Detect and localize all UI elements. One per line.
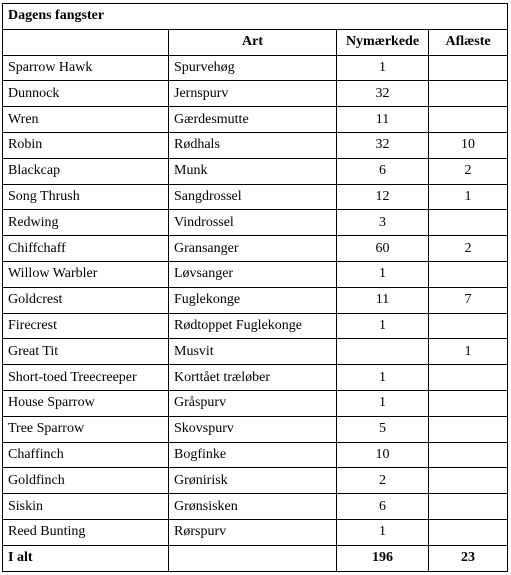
ringed-count-cell: 1 (337, 390, 429, 416)
english-name-cell: Chiffchaff (3, 236, 169, 262)
recaptured-count-cell: 1 (429, 339, 508, 365)
header-ringed: Nymærkede (337, 29, 429, 55)
english-name-cell: Great Tit (3, 339, 169, 365)
danish-name-cell: Rødhals (169, 132, 337, 158)
danish-name-cell: Fuglekonge (169, 287, 337, 313)
english-name-cell: Sparrow Hawk (3, 55, 169, 81)
ringed-count-cell: 3 (337, 210, 429, 236)
header-recaptured: Aflæste (429, 29, 508, 55)
catch-table-body (3, 4, 508, 572)
recaptured-count-cell (429, 107, 508, 133)
recaptured-count-cell (429, 390, 508, 416)
table-row (3, 158, 508, 184)
danish-name-cell: Gransanger (169, 236, 337, 262)
danish-name-cell: Korttået træløber (169, 365, 337, 391)
danish-name-cell: Jernspurv (169, 81, 337, 107)
ringed-count-cell: 32 (337, 132, 429, 158)
english-name-cell: Short-toed Treecreeper (3, 365, 169, 391)
total-ringed: 196 (337, 545, 429, 571)
ringed-count-cell (337, 339, 429, 365)
catch-table (2, 3, 508, 572)
ringed-count-cell: 2 (337, 468, 429, 494)
recaptured-count-cell (429, 55, 508, 81)
recaptured-count-cell (429, 313, 508, 339)
english-name-cell: Tree Sparrow (3, 416, 169, 442)
english-name-cell: Song Thrush (3, 184, 169, 210)
ringed-count-cell: 1 (337, 261, 429, 287)
english-name-cell: Blackcap (3, 158, 169, 184)
table-row (3, 519, 508, 545)
header-row (3, 29, 508, 55)
danish-name-cell: Gærdesmutte (169, 107, 337, 133)
danish-name-cell: Skovspurv (169, 416, 337, 442)
danish-name-cell: Munk (169, 158, 337, 184)
table-row (3, 107, 508, 133)
ringed-count-cell: 1 (337, 55, 429, 81)
ringed-count-cell: 10 (337, 442, 429, 468)
english-name-cell: Reed Bunting (3, 519, 169, 545)
recaptured-count-cell (429, 210, 508, 236)
danish-name-cell: Spurvehøg (169, 55, 337, 81)
english-name-cell: Goldcrest (3, 287, 169, 313)
total-recaptured: 23 (429, 545, 508, 571)
ringed-count-cell: 11 (337, 107, 429, 133)
table-row (3, 184, 508, 210)
recaptured-count-cell (429, 416, 508, 442)
table-row (3, 81, 508, 107)
header-species: Art (169, 29, 337, 55)
table-row (3, 261, 508, 287)
table-row (3, 390, 508, 416)
recaptured-count-cell (429, 365, 508, 391)
recaptured-count-cell: 2 (429, 158, 508, 184)
english-name-cell: Goldfinch (3, 468, 169, 494)
table-row (3, 236, 508, 262)
total-empty-cell (169, 545, 337, 571)
recaptured-count-cell (429, 468, 508, 494)
recaptured-count-cell: 10 (429, 132, 508, 158)
ringed-count-cell: 60 (337, 236, 429, 262)
table-row (3, 468, 508, 494)
danish-name-cell: Grønsisken (169, 494, 337, 520)
recaptured-count-cell: 1 (429, 184, 508, 210)
danish-name-cell: Gråspurv (169, 390, 337, 416)
table-row (3, 339, 508, 365)
ringed-count-cell: 11 (337, 287, 429, 313)
recaptured-count-cell: 2 (429, 236, 508, 262)
recaptured-count-cell: 7 (429, 287, 508, 313)
english-name-cell: Chaffinch (3, 442, 169, 468)
danish-name-cell: Rørspurv (169, 519, 337, 545)
table-row (3, 132, 508, 158)
header-english-name (3, 29, 169, 55)
danish-name-cell: Rødtoppet Fuglekonge (169, 313, 337, 339)
total-label: I alt (3, 545, 169, 571)
ringed-count-cell: 6 (337, 158, 429, 184)
ringed-count-cell: 6 (337, 494, 429, 520)
danish-name-cell: Grønirisk (169, 468, 337, 494)
table-row (3, 494, 508, 520)
danish-name-cell: Sangdrossel (169, 184, 337, 210)
table-row (3, 365, 508, 391)
recaptured-count-cell (429, 519, 508, 545)
english-name-cell: Robin (3, 132, 169, 158)
ringed-count-cell: 5 (337, 416, 429, 442)
ringed-count-cell: 1 (337, 365, 429, 391)
table-row (3, 313, 508, 339)
table-title: Dagens fangster (3, 4, 508, 30)
recaptured-count-cell (429, 494, 508, 520)
recaptured-count-cell (429, 261, 508, 287)
english-name-cell: House Sparrow (3, 390, 169, 416)
table-row (3, 55, 508, 81)
english-name-cell: Firecrest (3, 313, 169, 339)
table-row (3, 210, 508, 236)
table-row (3, 442, 508, 468)
english-name-cell: Redwing (3, 210, 169, 236)
ringed-count-cell: 32 (337, 81, 429, 107)
danish-name-cell: Løvsanger (169, 261, 337, 287)
danish-name-cell: Musvit (169, 339, 337, 365)
ringed-count-cell: 1 (337, 313, 429, 339)
ringed-count-cell: 1 (337, 519, 429, 545)
title-row (3, 4, 508, 30)
danish-name-cell: Vindrossel (169, 210, 337, 236)
danish-name-cell: Bogfinke (169, 442, 337, 468)
recaptured-count-cell (429, 81, 508, 107)
english-name-cell: Wren (3, 107, 169, 133)
english-name-cell: Dunnock (3, 81, 169, 107)
total-row (3, 545, 508, 571)
table-row (3, 287, 508, 313)
english-name-cell: Siskin (3, 494, 169, 520)
table-row (3, 416, 508, 442)
ringed-count-cell: 12 (337, 184, 429, 210)
recaptured-count-cell (429, 442, 508, 468)
english-name-cell: Willow Warbler (3, 261, 169, 287)
